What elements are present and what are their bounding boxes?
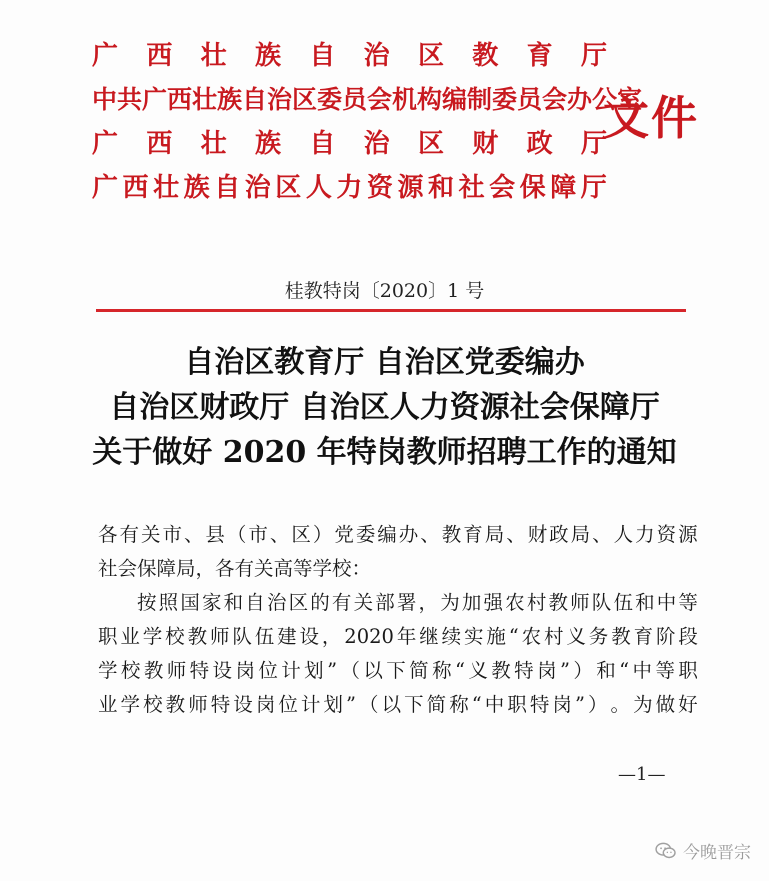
- body-line: 社会保障局，各有关高等学校：: [98, 557, 372, 580]
- title-line: 自治区教育厅 自治区党委编办: [184, 345, 585, 380]
- body-line: 学 校 教 师 特 设 岗 位 计 划 ” （ 以 下 简 称 “ 义 教 特 岗 ” ） 和 “ 中 等 职: [98, 659, 698, 682]
- watermark-text: 今晚晋宗: [683, 843, 751, 863]
- issuer-education-dept: 广 西 壮 族 自 治 区 教 育 厅: [92, 41, 607, 71]
- body-line: 各 有 关 市 、 县 （ 市 、 区 ） 党 委 编 办 、 教 育 局 、 财 政 局 、 人 力 资 源: [98, 523, 698, 546]
- body-line: 业 学 校 教 师 特 设 岗 位 计 划 ” （ 以 下 简 称 “ 中 职 特 岗 ” ） 。 为 做 好: [98, 693, 698, 716]
- issuer-establishment-office: 中共广西壮族自治区委员会机构编制委员会办公室: [92, 85, 643, 114]
- red-divider-line: [96, 309, 686, 312]
- document-number: 桂教特岗〔2020〕1 号: [284, 280, 485, 302]
- document-suffix: 文件: [603, 91, 699, 145]
- issuer-hr-social-security-dept: 广 西 壮 族 自 治 区 人 力 资 源 和 社 会 保 障 厅: [92, 173, 607, 203]
- title-line: 自治区财政厅 自治区人力资源社会保障厅: [109, 390, 660, 425]
- issuer-finance-dept: 广 西 壮 族 自 治 区 财 政 厅: [92, 129, 607, 159]
- document-title: [0, 340, 769, 475]
- wechat-icon: [655, 842, 677, 860]
- page-number: —1—: [618, 764, 666, 785]
- body-line: 职 业 学 校 教 师 队 伍 建 设 ， 2020 年 继 续 实 施 “ 农 村 义 务 教 育 阶 段: [98, 625, 698, 648]
- wechat-watermark: [655, 838, 751, 863]
- title-line: 关于做好 2020 年特岗教师招聘工作的通知: [92, 435, 677, 470]
- document-body: [98, 518, 698, 722]
- issuer-list: [92, 34, 643, 210]
- body-line: 按 照 国 家 和 自 治 区 的 有 关 部 署 ， 为 加 强 农 村 教 师 队 伍 和 中 等: [137, 591, 698, 614]
